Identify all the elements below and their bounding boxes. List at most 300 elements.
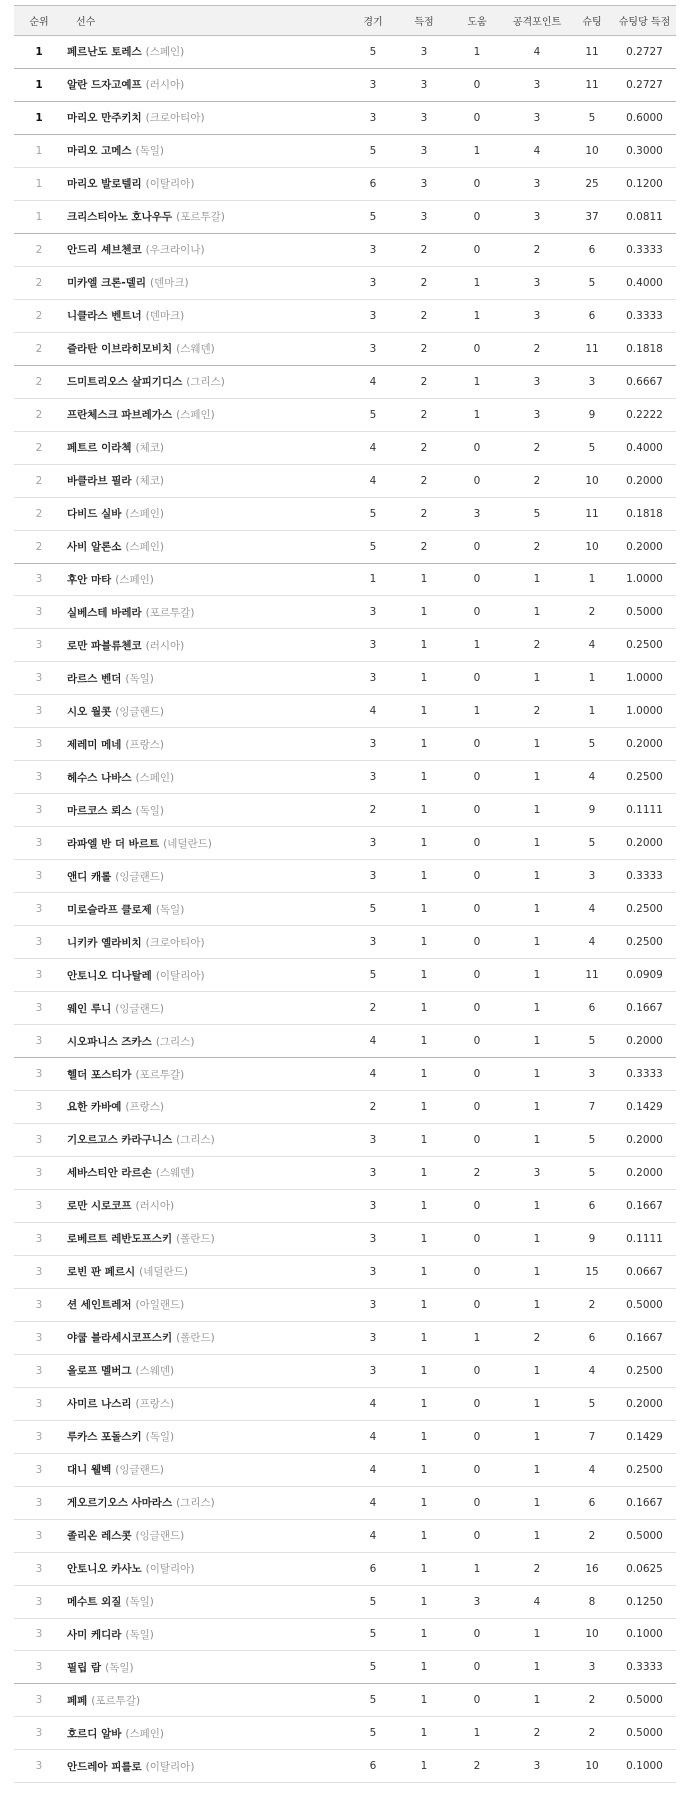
games-cell: 3 bbox=[349, 662, 397, 695]
table-row bbox=[14, 332, 676, 365]
player-cell bbox=[64, 464, 349, 497]
goals-per-shot-cell: 0.2500 bbox=[613, 1453, 676, 1486]
goals-cell: 2 bbox=[397, 464, 451, 497]
rank-cell: 3 bbox=[14, 1420, 64, 1453]
table-row bbox=[14, 1354, 676, 1387]
rank-cell: 1 bbox=[14, 68, 64, 101]
points-cell: 2 bbox=[503, 1321, 571, 1354]
shots-cell: 5 bbox=[571, 101, 613, 134]
assists-cell: 3 bbox=[451, 1585, 503, 1618]
goals-cell: 1 bbox=[397, 1651, 451, 1684]
player-country: (잉글랜드) bbox=[115, 1002, 164, 1015]
player-country: (러시아) bbox=[145, 639, 185, 652]
player-name: 로빈 판 페르시 bbox=[67, 1266, 136, 1279]
assists-cell: 0 bbox=[451, 332, 503, 365]
shots-cell: 5 bbox=[571, 1387, 613, 1420]
player-country: (스페인) bbox=[145, 46, 185, 59]
goals-cell: 1 bbox=[397, 1453, 451, 1486]
points-cell: 1 bbox=[503, 860, 571, 893]
points-cell: 2 bbox=[503, 233, 571, 266]
table-row bbox=[14, 299, 676, 332]
player-cell bbox=[64, 959, 349, 992]
shots-cell: 3 bbox=[571, 1058, 613, 1091]
games-cell: 3 bbox=[349, 266, 397, 299]
assists-cell: 3 bbox=[451, 497, 503, 530]
rank-cell: 3 bbox=[14, 1123, 64, 1156]
assists-cell: 0 bbox=[451, 1618, 503, 1651]
assists-cell: 0 bbox=[451, 464, 503, 497]
player-country: (그리스) bbox=[155, 1035, 195, 1048]
points-cell: 1 bbox=[503, 893, 571, 926]
goals-cell: 1 bbox=[397, 893, 451, 926]
games-cell: 4 bbox=[349, 695, 397, 728]
games-cell: 5 bbox=[349, 497, 397, 530]
player-country: (러시아) bbox=[145, 79, 185, 92]
rank-cell: 1 bbox=[14, 36, 64, 69]
shots-cell: 9 bbox=[571, 1222, 613, 1255]
shots-cell: 11 bbox=[571, 959, 613, 992]
shots-cell: 4 bbox=[571, 761, 613, 794]
points-cell: 3 bbox=[503, 1156, 571, 1189]
player-cell bbox=[64, 1453, 349, 1486]
shots-cell: 6 bbox=[571, 299, 613, 332]
points-cell: 1 bbox=[503, 761, 571, 794]
goals-cell: 2 bbox=[397, 497, 451, 530]
goals-cell: 1 bbox=[397, 827, 451, 860]
shots-cell: 7 bbox=[571, 1091, 613, 1124]
rank-cell: 3 bbox=[14, 695, 64, 728]
assists-cell: 0 bbox=[451, 1387, 503, 1420]
games-cell: 5 bbox=[349, 36, 397, 69]
table-row bbox=[14, 200, 676, 233]
goals-cell: 1 bbox=[397, 1552, 451, 1585]
assists-cell: 0 bbox=[451, 1288, 503, 1321]
player-cell bbox=[64, 1255, 349, 1288]
player-name: 기오르고스 카라구니스 bbox=[67, 1134, 173, 1147]
player-cell bbox=[64, 398, 349, 431]
rank-cell: 1 bbox=[14, 134, 64, 167]
games-cell: 4 bbox=[349, 1387, 397, 1420]
player-country: (폴란드) bbox=[176, 1233, 215, 1246]
shots-cell: 6 bbox=[571, 1321, 613, 1354]
top-scorers-table bbox=[14, 5, 676, 1783]
games-cell: 3 bbox=[349, 1354, 397, 1387]
table-row bbox=[14, 431, 676, 464]
player-country: (포르투갈) bbox=[135, 1068, 185, 1081]
assists-cell: 0 bbox=[451, 827, 503, 860]
shots-cell: 25 bbox=[571, 167, 613, 200]
table-row bbox=[14, 1552, 676, 1585]
games-cell: 3 bbox=[349, 629, 397, 662]
games-cell: 2 bbox=[349, 1091, 397, 1124]
player-country: (폴란드) bbox=[176, 1332, 215, 1345]
player-country: (스페인) bbox=[176, 409, 215, 422]
player-cell bbox=[64, 992, 349, 1025]
goals-cell: 1 bbox=[397, 596, 451, 629]
player-name: 페트르 이라첵 bbox=[67, 442, 132, 455]
table-row bbox=[14, 794, 676, 827]
rank-cell: 3 bbox=[14, 1552, 64, 1585]
games-cell: 6 bbox=[349, 167, 397, 200]
shots-cell: 10 bbox=[571, 530, 613, 563]
player-cell bbox=[64, 1156, 349, 1189]
rank-cell: 3 bbox=[14, 1453, 64, 1486]
goals-cell: 1 bbox=[397, 992, 451, 1025]
shots-cell: 5 bbox=[571, 1156, 613, 1189]
player-cell bbox=[64, 1618, 349, 1651]
goals-per-shot-cell: 0.1250 bbox=[613, 1585, 676, 1618]
assists-cell: 1 bbox=[451, 695, 503, 728]
rank-cell: 3 bbox=[14, 1091, 64, 1124]
header-goals-per-shot: 슈팅당 득점 bbox=[613, 6, 676, 36]
player-name: 졸리온 레스콧 bbox=[67, 1530, 132, 1543]
games-cell: 5 bbox=[349, 1717, 397, 1750]
player-name: 게오르기오스 사마라스 bbox=[67, 1497, 173, 1510]
assists-cell: 0 bbox=[451, 662, 503, 695]
header-player: 선수 bbox=[64, 6, 349, 36]
games-cell: 4 bbox=[349, 1486, 397, 1519]
goals-per-shot-cell: 0.3333 bbox=[613, 860, 676, 893]
games-cell: 3 bbox=[349, 926, 397, 959]
assists-cell: 0 bbox=[451, 200, 503, 233]
player-country: (크로아티아) bbox=[145, 936, 205, 949]
goals-per-shot-cell: 0.5000 bbox=[613, 1519, 676, 1552]
header-assists: 도움 bbox=[451, 6, 503, 36]
points-cell: 1 bbox=[503, 827, 571, 860]
player-country: (네덜란드) bbox=[139, 1266, 188, 1279]
table-row bbox=[14, 1189, 676, 1222]
goals-per-shot-cell: 0.2500 bbox=[613, 629, 676, 662]
player-name: 후안 마타 bbox=[67, 573, 112, 586]
player-cell bbox=[64, 761, 349, 794]
rank-cell: 3 bbox=[14, 1354, 64, 1387]
player-name: 웨인 루니 bbox=[67, 1002, 112, 1015]
goals-cell: 1 bbox=[397, 1058, 451, 1091]
player-name: 시오 월콧 bbox=[67, 705, 112, 718]
table-row bbox=[14, 629, 676, 662]
table-row bbox=[14, 992, 676, 1025]
goals-cell: 1 bbox=[397, 1255, 451, 1288]
player-cell bbox=[64, 1750, 349, 1783]
assists-cell: 0 bbox=[451, 1420, 503, 1453]
player-country: (스페인) bbox=[135, 771, 175, 784]
goals-cell: 1 bbox=[397, 1091, 451, 1124]
assists-cell: 0 bbox=[451, 68, 503, 101]
assists-cell: 0 bbox=[451, 596, 503, 629]
shots-cell: 2 bbox=[571, 1684, 613, 1717]
shots-cell: 6 bbox=[571, 1189, 613, 1222]
points-cell: 1 bbox=[503, 992, 571, 1025]
table-row bbox=[14, 761, 676, 794]
goals-per-shot-cell: 0.2000 bbox=[613, 1156, 676, 1189]
player-cell bbox=[64, 728, 349, 761]
shots-cell: 2 bbox=[571, 1519, 613, 1552]
goals-per-shot-cell: 0.3333 bbox=[613, 1058, 676, 1091]
points-cell: 1 bbox=[503, 1651, 571, 1684]
shots-cell: 3 bbox=[571, 365, 613, 398]
table-row bbox=[14, 1156, 676, 1189]
goals-per-shot-cell: 0.0625 bbox=[613, 1552, 676, 1585]
games-cell: 3 bbox=[349, 233, 397, 266]
shots-cell: 11 bbox=[571, 332, 613, 365]
goals-per-shot-cell: 0.2727 bbox=[613, 68, 676, 101]
player-country: (체코) bbox=[135, 442, 164, 455]
player-name: 로만 파블류첸코 bbox=[67, 639, 142, 652]
assists-cell: 0 bbox=[451, 992, 503, 1025]
goals-per-shot-cell: 0.2727 bbox=[613, 36, 676, 69]
player-cell bbox=[64, 1091, 349, 1124]
assists-cell: 0 bbox=[451, 1189, 503, 1222]
goals-per-shot-cell: 0.6000 bbox=[613, 101, 676, 134]
games-cell: 2 bbox=[349, 794, 397, 827]
player-country: (포르투갈) bbox=[145, 606, 195, 619]
goals-per-shot-cell: 0.0811 bbox=[613, 200, 676, 233]
shots-cell: 1 bbox=[571, 563, 613, 596]
assists-cell: 1 bbox=[451, 365, 503, 398]
games-cell: 4 bbox=[349, 464, 397, 497]
rank-cell: 3 bbox=[14, 1288, 64, 1321]
goals-per-shot-cell: 0.4000 bbox=[613, 431, 676, 464]
assists-cell: 0 bbox=[451, 926, 503, 959]
player-country: (네덜란드) bbox=[163, 837, 212, 850]
player-country: (덴마크) bbox=[150, 277, 189, 290]
games-cell: 3 bbox=[349, 1321, 397, 1354]
points-cell: 1 bbox=[503, 1387, 571, 1420]
rank-cell: 3 bbox=[14, 1156, 64, 1189]
goals-cell: 1 bbox=[397, 1222, 451, 1255]
shots-cell: 15 bbox=[571, 1255, 613, 1288]
table-row bbox=[14, 1651, 676, 1684]
assists-cell: 0 bbox=[451, 1354, 503, 1387]
goals-per-shot-cell: 0.1667 bbox=[613, 1321, 676, 1354]
assists-cell: 0 bbox=[451, 1486, 503, 1519]
points-cell: 2 bbox=[503, 332, 571, 365]
shots-cell: 4 bbox=[571, 926, 613, 959]
rank-cell: 3 bbox=[14, 1519, 64, 1552]
goals-cell: 2 bbox=[397, 398, 451, 431]
rank-cell: 3 bbox=[14, 728, 64, 761]
goals-per-shot-cell: 0.1667 bbox=[613, 992, 676, 1025]
player-cell bbox=[64, 497, 349, 530]
table-row bbox=[14, 365, 676, 398]
player-name: 사미르 나스리 bbox=[67, 1398, 132, 1411]
player-name: 앤디 캐롤 bbox=[67, 870, 112, 883]
assists-cell: 1 bbox=[451, 266, 503, 299]
player-cell bbox=[64, 101, 349, 134]
points-cell: 1 bbox=[503, 1519, 571, 1552]
games-cell: 3 bbox=[349, 1123, 397, 1156]
table-row bbox=[14, 827, 676, 860]
assists-cell: 1 bbox=[451, 398, 503, 431]
shots-cell: 11 bbox=[571, 36, 613, 69]
goals-cell: 1 bbox=[397, 1717, 451, 1750]
assists-cell: 0 bbox=[451, 794, 503, 827]
goals-per-shot-cell: 0.0667 bbox=[613, 1255, 676, 1288]
player-name: 올로프 멜버그 bbox=[67, 1365, 132, 1378]
table-row bbox=[14, 662, 676, 695]
goals-cell: 1 bbox=[397, 1387, 451, 1420]
table-row bbox=[14, 398, 676, 431]
assists-cell: 0 bbox=[451, 1255, 503, 1288]
goals-cell: 1 bbox=[397, 761, 451, 794]
table-row bbox=[14, 893, 676, 926]
player-country: (그리스) bbox=[176, 1497, 215, 1510]
player-country: (프랑스) bbox=[125, 738, 164, 751]
goals-per-shot-cell: 0.6667 bbox=[613, 365, 676, 398]
assists-cell: 0 bbox=[451, 1091, 503, 1124]
rank-cell: 3 bbox=[14, 1750, 64, 1783]
player-name: 헤수스 나바스 bbox=[67, 771, 132, 784]
player-cell bbox=[64, 1684, 349, 1717]
assists-cell: 0 bbox=[451, 563, 503, 596]
table-row bbox=[14, 1618, 676, 1651]
goals-per-shot-cell: 0.1200 bbox=[613, 167, 676, 200]
player-cell bbox=[64, 1189, 349, 1222]
points-cell: 1 bbox=[503, 1025, 571, 1058]
games-cell: 5 bbox=[349, 134, 397, 167]
assists-cell: 2 bbox=[451, 1750, 503, 1783]
games-cell: 3 bbox=[349, 1255, 397, 1288]
table-row bbox=[14, 563, 676, 596]
table-row bbox=[14, 860, 676, 893]
player-name: 프란체스크 파브레가스 bbox=[67, 409, 173, 422]
points-cell: 1 bbox=[503, 1354, 571, 1387]
player-country: (이탈리아) bbox=[145, 1563, 195, 1576]
player-country: (스웨덴) bbox=[176, 343, 215, 356]
games-cell: 5 bbox=[349, 1684, 397, 1717]
player-cell bbox=[64, 134, 349, 167]
points-cell: 1 bbox=[503, 662, 571, 695]
player-name: 실베스테 바레라 bbox=[67, 606, 142, 619]
player-cell bbox=[64, 1123, 349, 1156]
shots-cell: 5 bbox=[571, 266, 613, 299]
player-name: 대니 웰벡 bbox=[67, 1464, 112, 1477]
rank-cell: 2 bbox=[14, 431, 64, 464]
rank-cell: 3 bbox=[14, 827, 64, 860]
rank-cell: 3 bbox=[14, 959, 64, 992]
shots-cell: 4 bbox=[571, 1354, 613, 1387]
goals-cell: 1 bbox=[397, 1189, 451, 1222]
goals-cell: 1 bbox=[397, 1420, 451, 1453]
player-name: 알란 드자고예프 bbox=[67, 79, 142, 92]
table-body bbox=[14, 36, 676, 1783]
player-name: 필립 람 bbox=[67, 1661, 102, 1674]
player-cell bbox=[64, 1519, 349, 1552]
player-name: 니클라스 벤트너 bbox=[67, 310, 142, 323]
games-cell: 4 bbox=[349, 1453, 397, 1486]
shots-cell: 2 bbox=[571, 1717, 613, 1750]
player-name: 마리오 발로텔리 bbox=[67, 178, 142, 191]
player-country: (독일) bbox=[125, 1628, 154, 1641]
assists-cell: 1 bbox=[451, 629, 503, 662]
games-cell: 5 bbox=[349, 200, 397, 233]
assists-cell: 0 bbox=[451, 728, 503, 761]
table-row bbox=[14, 1091, 676, 1124]
player-name: 요한 카바예 bbox=[67, 1101, 122, 1114]
points-cell: 2 bbox=[503, 464, 571, 497]
goals-per-shot-cell: 0.2500 bbox=[613, 761, 676, 794]
player-cell bbox=[64, 299, 349, 332]
goals-cell: 2 bbox=[397, 299, 451, 332]
player-cell bbox=[64, 1651, 349, 1684]
rank-cell: 3 bbox=[14, 1321, 64, 1354]
player-country: (스웨덴) bbox=[155, 1167, 195, 1180]
goals-per-shot-cell: 1.0000 bbox=[613, 695, 676, 728]
player-name: 마리오 고메스 bbox=[67, 145, 132, 158]
shots-cell: 6 bbox=[571, 1486, 613, 1519]
shots-cell: 10 bbox=[571, 1750, 613, 1783]
points-cell: 1 bbox=[503, 959, 571, 992]
player-country: (잉글랜드) bbox=[115, 870, 164, 883]
assists-cell: 0 bbox=[451, 233, 503, 266]
assists-cell: 2 bbox=[451, 1156, 503, 1189]
player-cell bbox=[64, 563, 349, 596]
shots-cell: 5 bbox=[571, 431, 613, 464]
games-cell: 3 bbox=[349, 761, 397, 794]
table-header-row bbox=[14, 6, 676, 36]
player-name: 션 세인트레저 bbox=[67, 1299, 132, 1312]
goals-cell: 1 bbox=[397, 695, 451, 728]
player-name: 라르스 벤더 bbox=[67, 672, 122, 685]
goals-per-shot-cell: 0.5000 bbox=[613, 596, 676, 629]
goals-per-shot-cell: 0.2000 bbox=[613, 1123, 676, 1156]
goals-per-shot-cell: 0.1429 bbox=[613, 1091, 676, 1124]
header-shots: 슈팅 bbox=[571, 6, 613, 36]
goals-cell: 2 bbox=[397, 530, 451, 563]
goals-cell: 1 bbox=[397, 1321, 451, 1354]
player-name: 니키카 옐라비치 bbox=[67, 936, 142, 949]
games-cell: 6 bbox=[349, 1552, 397, 1585]
player-name: 헬더 포스티가 bbox=[67, 1068, 132, 1081]
rank-cell: 3 bbox=[14, 1585, 64, 1618]
rank-cell: 3 bbox=[14, 761, 64, 794]
points-cell: 2 bbox=[503, 1552, 571, 1585]
player-country: (이탈리아) bbox=[145, 178, 195, 191]
player-name: 사미 케디라 bbox=[67, 1628, 122, 1641]
player-cell bbox=[64, 431, 349, 464]
assists-cell: 0 bbox=[451, 761, 503, 794]
player-country: (이탈리아) bbox=[155, 969, 205, 982]
games-cell: 6 bbox=[349, 1750, 397, 1783]
player-cell bbox=[64, 365, 349, 398]
table-row bbox=[14, 1123, 676, 1156]
player-country: (독일) bbox=[105, 1661, 134, 1674]
table-row bbox=[14, 695, 676, 728]
games-cell: 2 bbox=[349, 992, 397, 1025]
assists-cell: 0 bbox=[451, 167, 503, 200]
points-cell: 3 bbox=[503, 200, 571, 233]
games-cell: 3 bbox=[349, 860, 397, 893]
table-row bbox=[14, 1420, 676, 1453]
table-row bbox=[14, 1453, 676, 1486]
player-cell bbox=[64, 596, 349, 629]
player-country: (체코) bbox=[135, 475, 164, 488]
assists-cell: 1 bbox=[451, 1321, 503, 1354]
player-name: 세바스티안 라르손 bbox=[67, 1167, 152, 1180]
shots-cell: 4 bbox=[571, 629, 613, 662]
player-name: 안드레아 피를로 bbox=[67, 1760, 142, 1773]
goals-cell: 1 bbox=[397, 959, 451, 992]
player-name: 드미트리오스 살피기디스 bbox=[67, 376, 183, 389]
player-cell bbox=[64, 266, 349, 299]
goals-cell: 2 bbox=[397, 266, 451, 299]
points-cell: 1 bbox=[503, 1618, 571, 1651]
goals-per-shot-cell: 0.2000 bbox=[613, 464, 676, 497]
points-cell: 1 bbox=[503, 1486, 571, 1519]
goals-cell: 1 bbox=[397, 1585, 451, 1618]
assists-cell: 1 bbox=[451, 299, 503, 332]
shots-cell: 1 bbox=[571, 695, 613, 728]
